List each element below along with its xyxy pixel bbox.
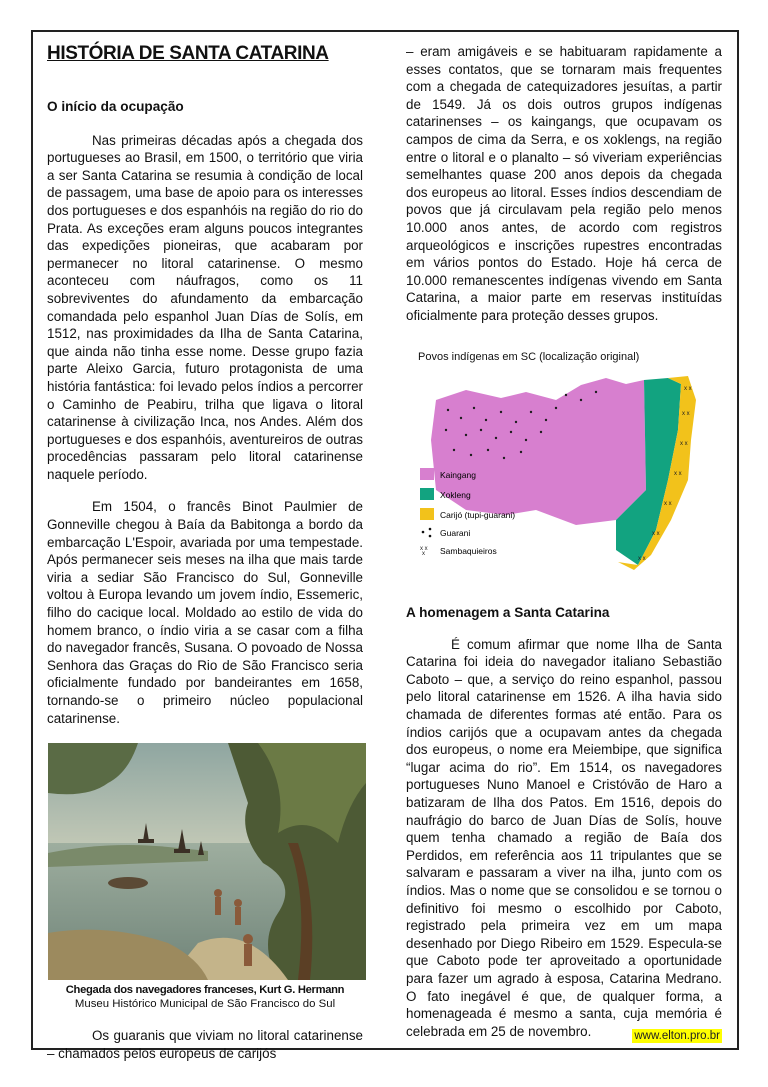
legend-swatch-carijo	[420, 508, 434, 520]
indigenous-map	[406, 370, 722, 580]
legend-swatch-kaingang	[420, 468, 434, 480]
sc-map-figure	[406, 370, 722, 580]
svg-text:x x: x x	[684, 386, 692, 393]
legend-label-kaingang: Kaingang	[440, 470, 476, 481]
svg-text:x x: x x	[420, 546, 428, 553]
legend-label-guarani: Guarani	[440, 528, 471, 539]
paragraph-3-continued: – eram amigáveis e se habituaram rapidamente a esses contatos, que se tornaram mais frequentes com a chegada de catequizadores jesuítas, a partir de 1549. Já os dois outros grupos indígenas catarinenses – os kaingangs, que ocupavam os campos de cima da Serra, e os xoklengs, na região entre o litoral e o planalto – só viveriam experiências semelhantes quase 200 anos depois da chegada dos europeus ao litoral. Esses índios descendiam de povos que já circulavam pela região pelo menos 10.000 anos antes, de acordo com registros arqueológicos e inscrições rupestres encontradas em vários pontos do Estado. Hoje há cerca de 10.000 remanescentes indígenas vivendo em Santa Catarina, a maior parte em reservas instituídas oficialmente para proteção desses grupos.	[406, 44, 722, 323]
left-column	[47, 40, 363, 1062]
kaingang-region	[431, 378, 646, 525]
section-heading-inicio: O início da ocupação	[47, 99, 184, 114]
legend-label-carijo: Carijó (tupi-guarani)	[440, 510, 516, 521]
paragraph-1: Nas primeiras décadas após a chegada dos portugueses ao Brasil, em 1500, o território que viria a ser Santa Catarina se resumia à condição de local de passagem, uma base de apoio para os interesses dos portugueses e dos espanhóis na região do rio do Prata. As exceções eram alguns poucos integrantes das expedições pioneiras, que acabaram por permanecer no litoral catarinense. O mesmo aconteceu com náufragos, como os 11 sobreviventes do afundamento da embarcação comandada pelo espanhol Juan Días de Solís, em 1512, nas proximidades da Ilha de Santa Catarina, que ainda não tinha esse nome. Desse grupo fazia parte Aleixo Garcia, futuro protagonista de uma história fantástica: foi levado pelos índios a percorrer o Caminho de Peabiru, trilha que ligava o litoral catarinense à civilização Inca, nos Andes. Além dos portugueses e dos espanhóis, aventureiros de outras procedências passaram pelo litoral catarinense naquele período.	[47, 132, 363, 482]
legend-symbol-sambaquieiros	[420, 546, 428, 557]
svg-text:x: x	[422, 551, 425, 558]
map-title: Povos indígenas em SC (localização original)	[418, 350, 640, 363]
footer-site-link[interactable]: www.elton.pro.br	[634, 1030, 720, 1042]
paragraph-4: É comum afirmar que nome Ilha de Santa Catarina foi ideia do navegador italiano Sebastião Caboto – que, a serviço do reino espanhol, passou pelo litoral catarinense em 1526. A ilha havia sido chamada de diferentes formas até então. Para os índios carijós que a ocupavam antes da chegada dos europeus, o nome era Meiembipe, que significa “lugar acima do rio”. Em 1514, os navegadores portugueses Nuno Manoel e Cristóvão de Haro a batizaram de Ilha dos Patos. Em 1516, depois do naufrágio do barco de Juan Días de Solís, houve quem tenha chamado a região de Baía dos Perdidos, em referência aos 11 tripulantes que se salvaram e passaram a viver na ilha, junto com os índios. Mas o nome que se consolidou e se tornou o definitivo foi mesmo o escolhido por Caboto, registrado pela primeira vez em um mapa desenhado por Diego Ribeiro em 1529. Especula-se que Caboto pode ter aproveitado a oportunidade para fazer um agrado à esposa, Catarina Medrano. O fato inegável é que, de qualquer forma, a homenageada é mesmo a santa, cuja memória é celebrada em 25 de novembro.	[406, 636, 722, 1039]
svg-text:x x: x x	[680, 441, 688, 448]
painting-illustration	[48, 743, 366, 980]
painting-caption: Chegada dos navegadores franceses, Kurt G. Hermann	[65, 984, 345, 997]
painting-image	[48, 743, 366, 980]
svg-text:x x: x x	[682, 411, 690, 418]
legend-label-sambaquieiros: Sambaquieiros	[440, 546, 497, 557]
svg-text:x x: x x	[674, 471, 682, 478]
svg-text:x x: x x	[652, 531, 660, 538]
section-heading-homenagem: A homenagem a Santa Catarina	[406, 605, 610, 621]
legend-swatch-xokleng	[420, 488, 434, 500]
paragraph-2: Em 1504, o francês Binot Paulmier de Gonneville chegou à Baía da Babitonga a bordo da embarcação L'Espoir, avariada por uma tempestade. Após permanecer seis meses na ilha que mais tarde viria a sediar São Francisco do Sul, Gonneville voltou à Europa levando um jovem índio, Essemeric, filho do cacique local. Moldado ao estilo de vida do homem branco, o índio viria a se casar com a filha do navegador francês, Susana. O povoado de Nossa Senhora das Graças do Rio de São Francisco seria oficialmente fundado por bandeirantes em 1658, tornando-se o primeiro núcleo populacional catarinense.	[47, 499, 363, 726]
painting-credit: Museu Histórico Municipal de São Francisco do Sul	[74, 998, 336, 1011]
legend-symbol-guarani	[422, 528, 432, 538]
legend-label-xokleng: Xokleng	[440, 490, 471, 501]
page-title: HISTÓRIA DE SANTA CATARINA	[47, 43, 329, 64]
svg-text:x x: x x	[638, 556, 646, 563]
paragraph-3: Os guaranis que viviam no litoral catarinense – chamados pelos europeus de carijós	[47, 1028, 363, 1061]
svg-text:x x: x x	[664, 501, 672, 508]
right-column	[406, 43, 722, 1040]
